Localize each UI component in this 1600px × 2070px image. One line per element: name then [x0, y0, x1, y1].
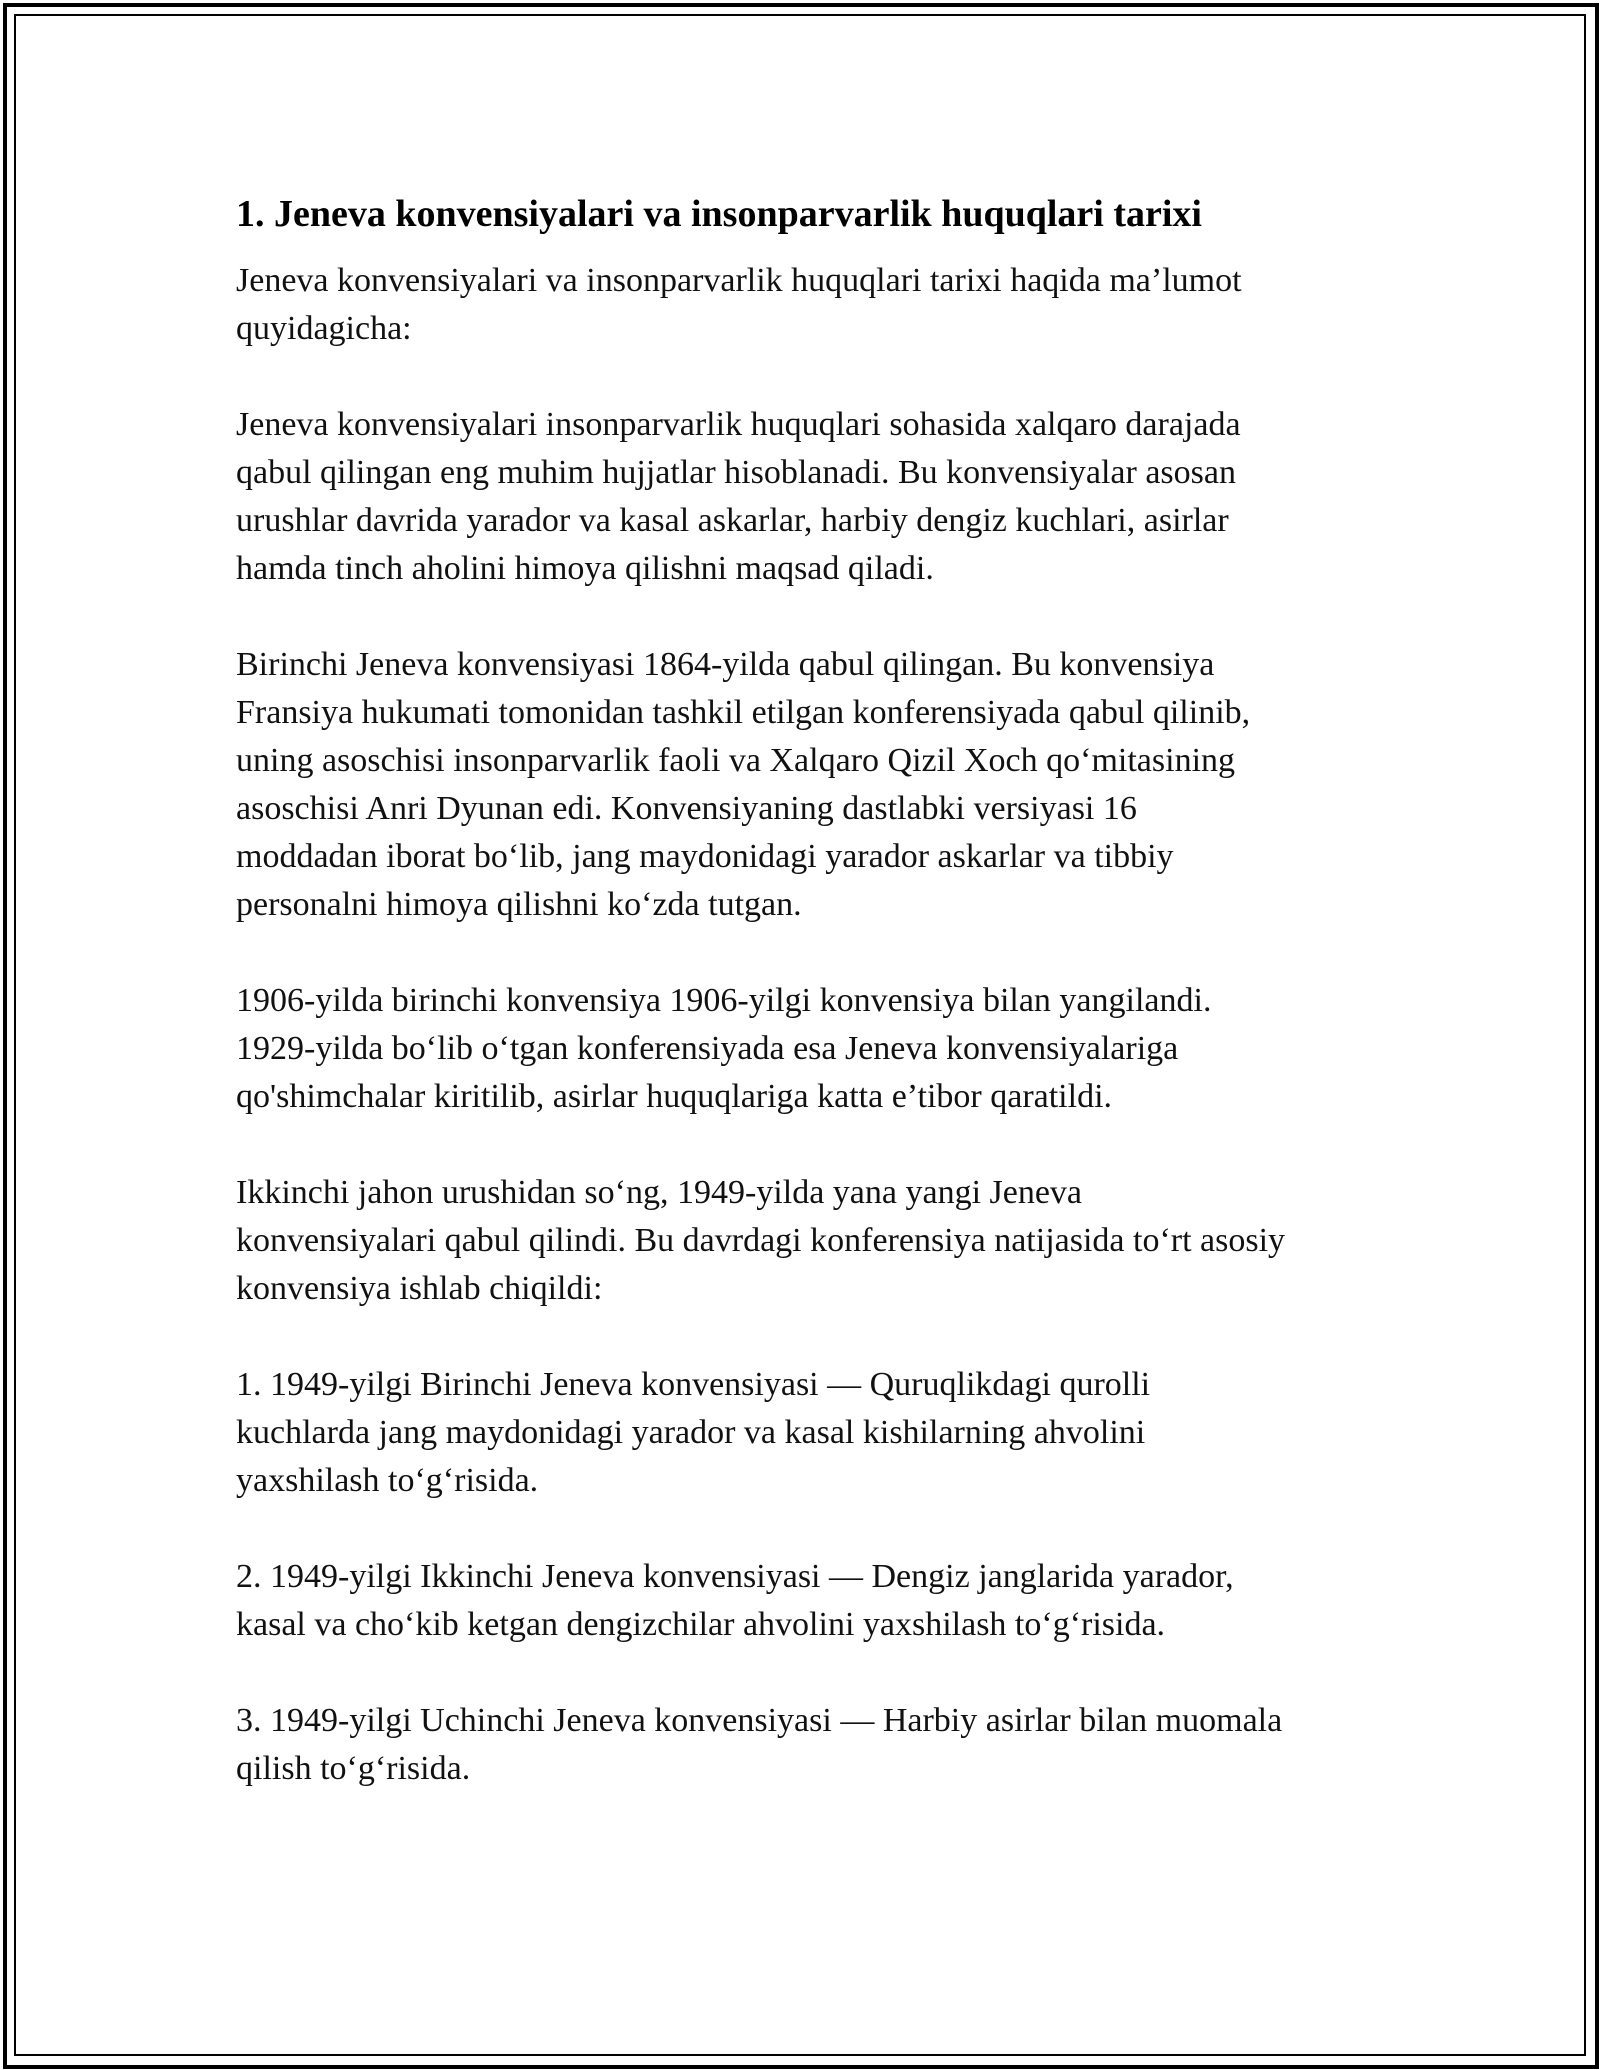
paragraph-first-convention	[236, 641, 1376, 929]
text-line: asoschisi Anri Dyunan edi. Konvensiyaning dastlabki versiyasi 16	[236, 790, 1137, 827]
text-line: kuchlarda jang maydonidagi yarador va kasal kishilarning ahvolini	[236, 1414, 1146, 1451]
text-line: Fransiya hukumati tomonidan tashkil etilgan konferensiyada qabul qilinib,	[236, 694, 1251, 731]
text-line: konvensiya ishlab chiqildi:	[236, 1270, 603, 1307]
list-item-convention-2	[236, 1553, 1376, 1649]
text-line: 1. 1949-yilgi Birinchi Jeneva konvensiyasi — Quruqlikdagi qurolli	[236, 1366, 1151, 1403]
text-line: Birinchi Jeneva konvensiyasi 1864-yilda qabul qilingan. Bu konvensiya	[236, 646, 1215, 683]
paragraph-intro	[236, 257, 1376, 353]
text-line: 1929-yilda bo‘lib o‘tgan konferensiyada esa Jeneva konvensiyalariga	[236, 1030, 1179, 1067]
text-line: quyidagicha:	[236, 310, 412, 347]
text-line: 3. 1949-yilgi Uchinchi Jeneva konvensiyasi — Harbiy asirlar bilan muomala	[236, 1702, 1283, 1739]
text-line: hamda tinch aholini himoya qilishni maqsad qiladi.	[236, 550, 934, 587]
list-item-convention-1	[236, 1361, 1376, 1505]
document-body	[236, 190, 1376, 1841]
document-title: 1. Jeneva konvensiyalari va insonparvarlik huquqlari tarixi	[236, 193, 1202, 235]
text-line: qo'shimchalar kiritilib, asirlar huquqlariga katta e’tibor qaratildi.	[236, 1078, 1113, 1115]
text-line: Ikkinchi jahon urushidan so‘ng, 1949-yilda yana yangi Jeneva	[236, 1174, 1083, 1211]
text-line: konvensiyalari qabul qilindi. Bu davrdagi konferensiya natijasida to‘rt asosiy	[236, 1222, 1286, 1259]
text-line: qilish to‘g‘risida.	[236, 1750, 471, 1787]
text-line: qabul qilingan eng muhim hujjatlar hisoblanadi. Bu konvensiyalar asosan	[236, 454, 1236, 491]
list-item-convention-3	[236, 1697, 1376, 1793]
text-line: Jeneva konvensiyalari va insonparvarlik huquqlari tarixi haqida ma’lumot	[236, 262, 1242, 299]
paragraph-revisions	[236, 977, 1376, 1121]
text-line: moddadan iborat bo‘lib, jang maydonidagi yarador askarlar va tibbiy	[236, 838, 1174, 875]
paragraph-1949-conventions	[236, 1169, 1376, 1313]
text-line: Jeneva konvensiyalari insonparvarlik huquqlari sohasida xalqaro darajada	[236, 406, 1241, 443]
text-line: 2. 1949-yilgi Ikkinchi Jeneva konvensiyasi — Dengiz janglarida yarador,	[236, 1558, 1234, 1595]
text-line: kasal va cho‘kib ketgan dengizchilar ahvolini yaxshilash to‘g‘risida.	[236, 1606, 1166, 1643]
text-line: urushlar davrida yarador va kasal askarlar, harbiy dengiz kuchlari, asirlar	[236, 502, 1229, 539]
text-line: 1906-yilda birinchi konvensiya 1906-yilgi konvensiya bilan yangilandi.	[236, 982, 1212, 1019]
text-line: uning asoschisi insonparvarlik faoli va Xalqaro Qizil Xoch qo‘mitasining	[236, 742, 1236, 779]
paragraph-overview	[236, 401, 1376, 593]
text-line: yaxshilash to‘g‘risida.	[236, 1462, 539, 1499]
text-line: personalni himoya qilishni ko‘zda tutgan.	[236, 886, 802, 923]
